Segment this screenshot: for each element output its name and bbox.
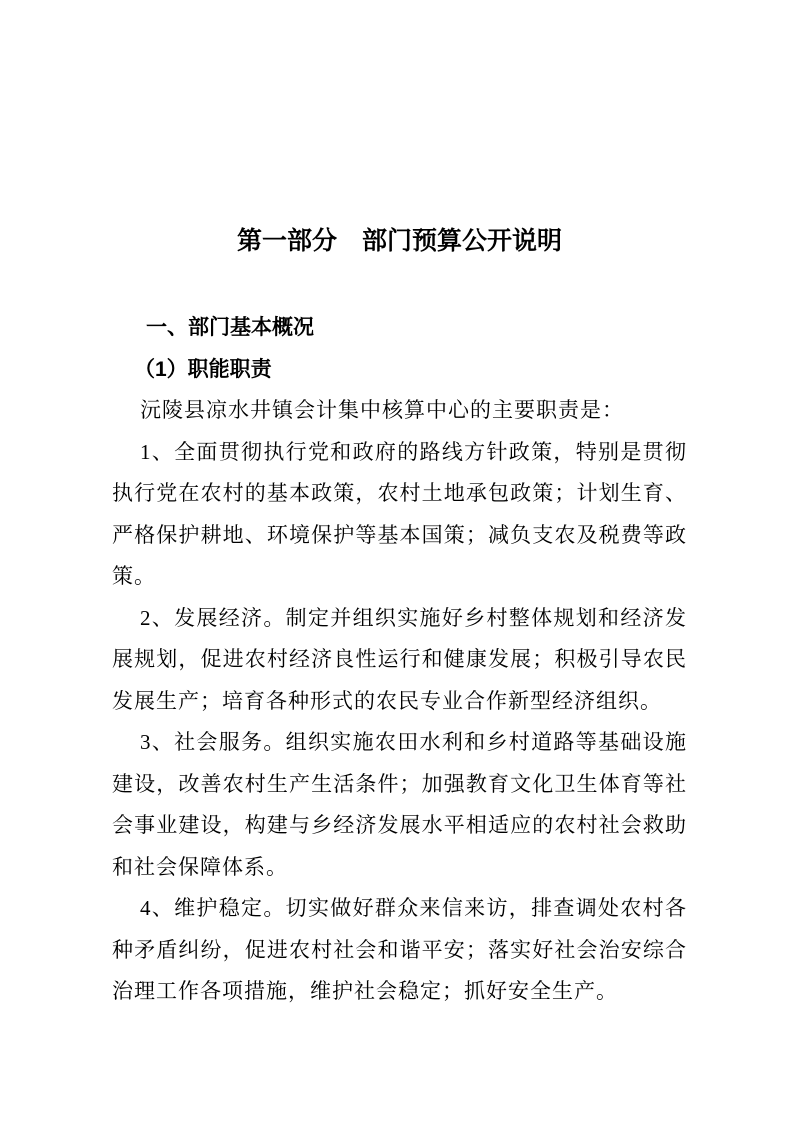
paragraph-item-4: 4、维护稳定。切实做好群众来信来访，排查调处农村各种矛盾纠纷，促进农村社会和谐平安；落实好社会治安综合治理工作各项措施，维护社会稳定；抓好安全生产。 (112, 896, 687, 1003)
sub-heading-functions-duties: （1）职能职责 (134, 357, 272, 381)
paragraph-item-2: 2、发展经济。制定并组织实施好乡村整体规划和经济发展规划，促进农村经济良性运行和健康发展；积极引导农民发展生产；培育各种形式的农民专业合作新型经济组织。 (112, 605, 687, 713)
section-heading-basic-overview: 一、部门基本概况 (146, 316, 314, 339)
paragraph-item-1: 1、全面贯彻执行党和政府的路线方针政策，特别是贯彻执行党在农村的基本政策，农村土地承包政策；计划生育、严格保护耕地、环境保护等基本国策；减负支农及税费等政策。 (112, 439, 687, 588)
document-title: 第一部分 部门预算公开说明 (236, 227, 562, 255)
paragraph-intro: 沅陵县凉水井镇会计集中核算中心的主要职责是： (140, 398, 624, 422)
paragraph-item-3: 3、社会服务。组织实施农田水利和乡村道路等基础设施建设，改善农村生产生活条件；加强教育文化卫生体育等社会事业建设，构建与乡经济发展水平相适应的农村社会救助和社会保障体系。 (112, 730, 687, 879)
